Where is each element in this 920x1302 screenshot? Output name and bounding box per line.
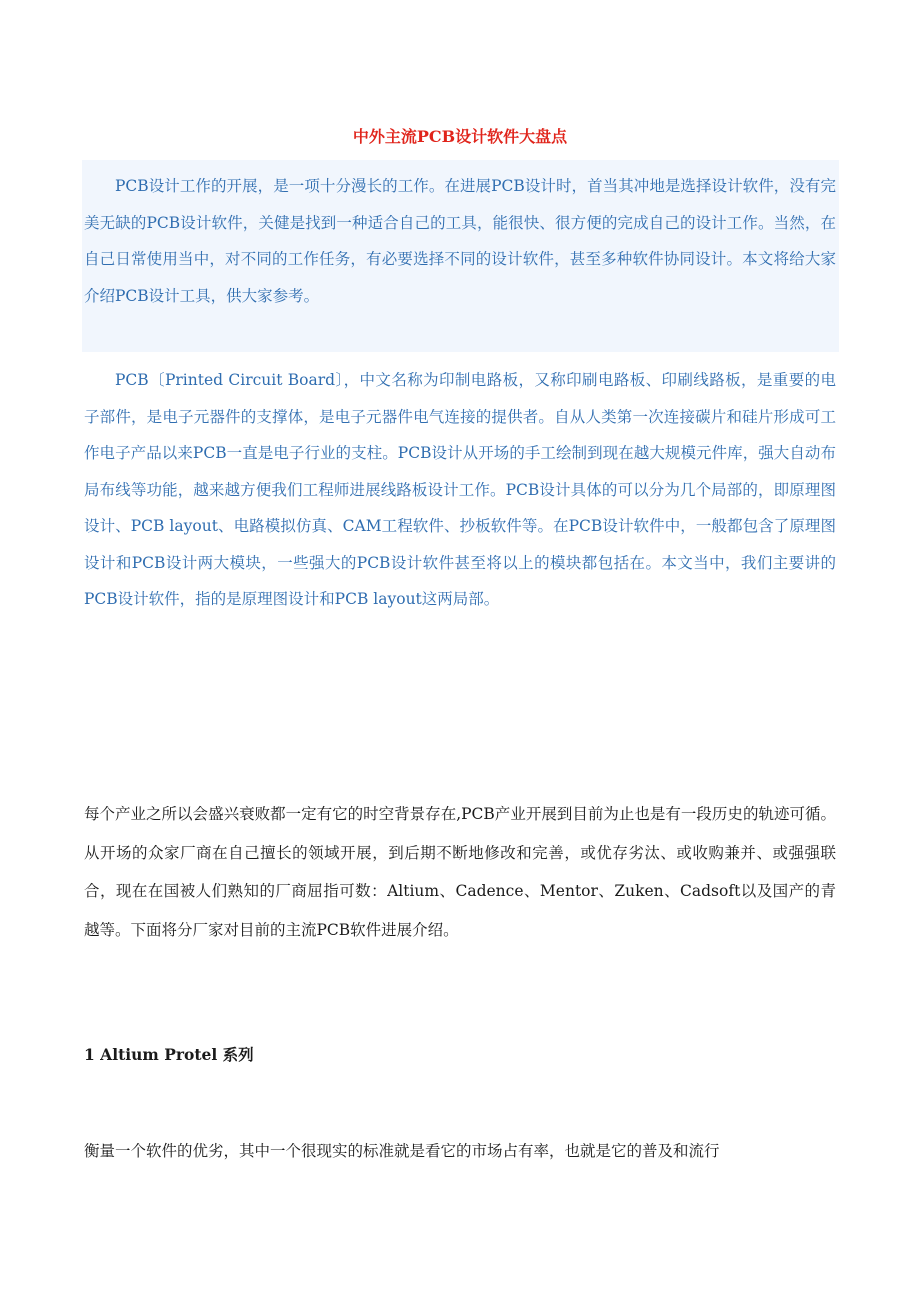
section-heading: 1 Altium Protel 系列	[84, 1045, 254, 1064]
pcb-definition-paragraph: PCB〔Printed Circuit Board〕，中文名称为印制电路板，又称印刷电路板、印刷线路板，是重要的电子部件，是电子元器件的支撑体，是电子元器件电气连接的提供者。自从人类第一次连接碳片和硅片形成可工作电子产品以来PCB一直是电子行业的支柱。PCB设计从开场的手工绘制到现在越大规模元件库，强大自动布局布线等功能，越来越方便我们工程师进展线路板设计工作。PCB设计具体的可以分为几个局部的，即原理图设计、PCB layout、电路模拟仿真、CAM工程软件、抄板软件等。在PCB设计软件中，一般都包含了原理图设计和PCB设计两大模块，一些强大的PCB设计软件甚至将以上的模块都包括在。本文当中，我们主要讲的PCB设计软件，指的是原理图设计和PCB layout这两局部。	[84, 371, 836, 608]
section-paragraph: 衡量一个软件的优劣，其中一个很现实的标准就是看它的市场占有率，也就是它的普及和流行	[84, 1142, 720, 1160]
intro-paragraph: PCB设计工作的开展，是一项十分漫长的工作。在进展PCB设计时，首当其冲地是选择设计软件，没有完美无缺的PCB设计软件，关健是找到一种适合自己的工具，能很快、很方便的完成自己的设计工作。当然，在自己日常使用当中，对不同的工作任务，有必要选择不同的设计软件，甚至多种软件协同设计。本文将给大家介绍PCB设计工具，供大家参考。	[84, 177, 836, 305]
document-title: 中外主流PCB设计软件大盘点	[352, 127, 568, 146]
industry-paragraph: 每个产业之所以会盛兴衰败都一定有它的时空背景存在,PCB产业开展到目前为止也是有一段历史的轨迹可循。从开场的众家厂商在自己擅长的领域开展，到后期不断地修改和完善，或优存劣汰、或收购兼并、或强强联合，现在在国被人们熟知的厂商屈指可数：Altium、Cadence、Mentor、Zuken、Cadsoft以及国产的青越等。下面将分厂家对目前的主流PCB软件进展介绍。	[84, 805, 836, 939]
